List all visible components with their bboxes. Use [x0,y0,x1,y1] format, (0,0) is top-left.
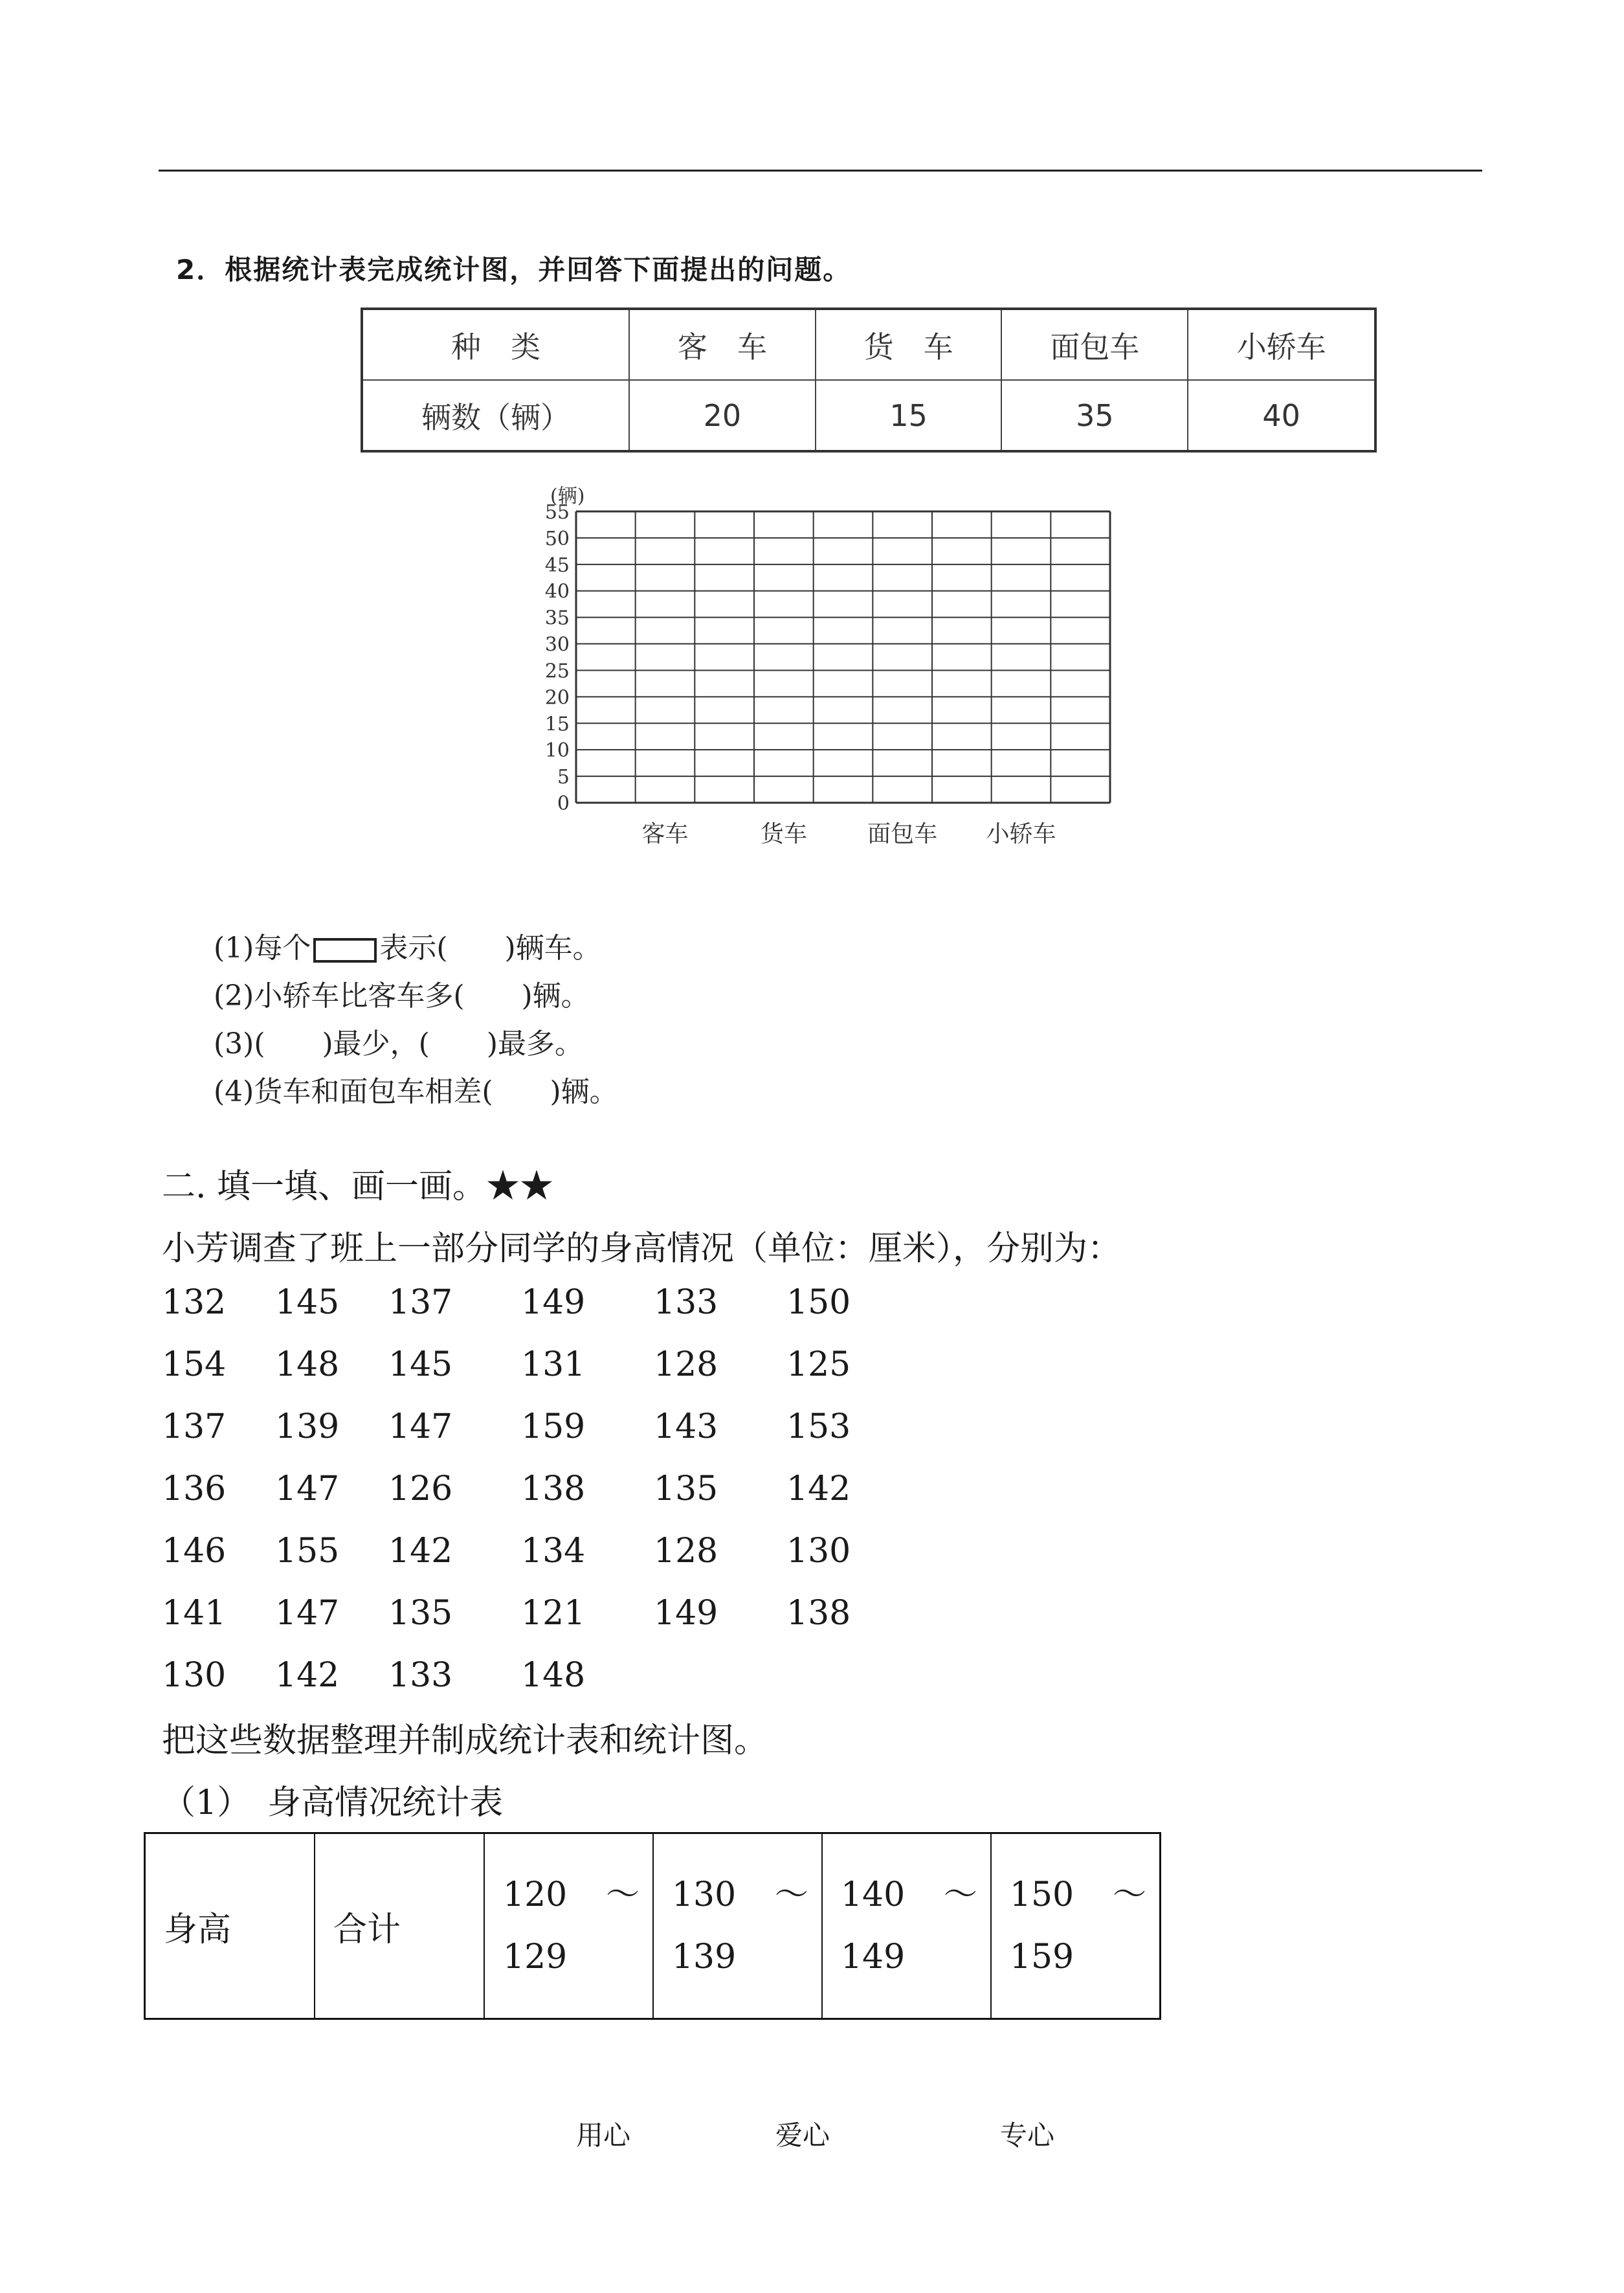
instruction: 把这些数据整理并制成统计表和统计图。 [162,1721,768,1760]
height-value: 143 [654,1407,718,1446]
range-sep: ～ [943,1875,977,1914]
y-tick-label: 10 [544,739,570,763]
height-value: 142 [388,1532,453,1571]
section-intro: 小芳调查了班上一部分同学的身高情况（单位：厘米），分别为： [162,1229,1122,1268]
range-sep: ～ [774,1875,808,1914]
question-text: 表示( )辆车。 [379,932,601,965]
vehicle-stats-table [361,308,1377,453]
y-tick-label: 0 [557,792,570,815]
range-to: 139 [671,1938,737,1976]
row-header-type: 种 类 [362,309,629,380]
height-stats-table [144,1832,1161,2020]
x-category-label: 客车 [641,821,689,847]
height-value: 145 [275,1283,340,1322]
height-value: 137 [388,1283,453,1322]
range-from: 130 [671,1875,737,1914]
y-tick-label: 50 [544,527,570,550]
section-heading: 二. 填一填、画一画。★★ [162,1167,554,1206]
category-cell: 面包车 [1001,309,1188,380]
value-cell: 35 [1001,380,1188,451]
height-value: 128 [654,1532,718,1571]
height-value: 146 [162,1532,227,1571]
range-cell [484,1833,653,2019]
height-value: 132 [162,1283,227,1322]
y-tick-label: 40 [544,580,570,603]
category-cell: 客 车 [629,309,816,380]
height-value: 142 [275,1656,340,1695]
height-value: 149 [654,1594,718,1633]
height-value: 147 [275,1594,340,1633]
height-value: 135 [654,1470,718,1508]
height-value: 130 [162,1656,227,1695]
total-header: 合计 [315,1833,484,2019]
height-value: 147 [388,1407,453,1446]
table-title: （1） 身高情况统计表 [162,1784,504,1822]
y-tick-label: 55 [544,501,570,524]
question-text: (1)每个 [214,932,311,965]
value-cell: 40 [1188,380,1375,451]
height-value: 128 [654,1345,718,1384]
height-value: 130 [786,1532,851,1571]
range-from: 140 [840,1875,906,1914]
range-sep: ～ [605,1875,640,1914]
height-value: 145 [388,1345,453,1384]
table-row [362,309,1375,380]
range-to: 159 [1009,1938,1074,1976]
height-value: 142 [786,1470,851,1508]
category-cell: 小轿车 [1188,309,1375,380]
value-cell: 15 [816,380,1002,451]
value-cell: 20 [629,380,816,451]
height-value: 149 [521,1283,586,1322]
footer-middle: 爱心 [775,2120,830,2151]
x-category-label: 小轿车 [986,821,1056,847]
height-value: 138 [521,1470,586,1508]
height-value: 138 [786,1594,851,1633]
height-value: 125 [786,1345,851,1384]
table-row [362,380,1375,451]
blank-bar-chart-grid [511,473,1133,861]
category-cell: 货 车 [816,309,1002,380]
height-value: 154 [162,1345,227,1384]
height-value: 153 [786,1407,851,1446]
y-tick-label: 45 [544,554,570,577]
row-header-count: 辆数（辆） [362,380,629,451]
unit-rectangle [313,938,377,963]
x-category-label: 面包车 [867,821,938,847]
range-sep: ～ [1112,1875,1146,1914]
question-line-4: (4)货车和面包车相差( )辆。 [214,1075,618,1108]
height-value: 126 [388,1470,453,1508]
range-cell [991,1833,1161,2019]
footer-right: 专心 [1000,2120,1055,2151]
y-tick-label: 5 [557,766,570,789]
y-tick-label: 20 [544,686,570,710]
height-value: 136 [162,1470,227,1508]
y-tick-label: 15 [544,713,570,736]
question-2-title: 2．根据统计表完成统计图，并回答下面提出的问题。 [176,254,852,285]
height-value: 139 [275,1407,340,1446]
height-value: 148 [275,1345,340,1384]
range-from: 150 [1009,1875,1074,1914]
height-value: 121 [521,1594,586,1633]
height-value: 131 [521,1345,586,1384]
height-value: 134 [521,1532,586,1571]
height-value: 147 [275,1470,340,1508]
y-tick-label: 30 [544,633,570,656]
question-line-2: (2)小轿车比客车多( )辆。 [214,979,590,1012]
height-value: 155 [275,1532,340,1571]
height-value: 133 [654,1283,718,1322]
question-line-3: (3)( )最少，( )最多。 [214,1027,583,1060]
height-value: 135 [388,1594,453,1633]
height-header: 身高 [145,1833,315,2019]
header-rule [159,170,1482,172]
range-from: 120 [503,1875,568,1914]
y-axis-label: (辆) [550,485,585,508]
range-to: 149 [840,1938,906,1976]
height-value: 133 [388,1656,453,1695]
footer-left: 用心 [576,2120,631,2151]
height-value: 150 [786,1283,851,1322]
y-tick-label: 25 [544,660,570,683]
range-to: 129 [503,1938,568,1976]
table-row [145,1833,1161,2019]
range-cell [822,1833,991,2019]
height-value: 137 [162,1407,227,1446]
height-value: 159 [521,1407,586,1446]
height-value: 141 [162,1594,227,1633]
x-category-label: 货车 [760,821,807,847]
height-value: 148 [521,1656,586,1695]
y-tick-label: 35 [544,607,570,630]
range-cell [653,1833,822,2019]
question-line-1 [214,924,601,966]
